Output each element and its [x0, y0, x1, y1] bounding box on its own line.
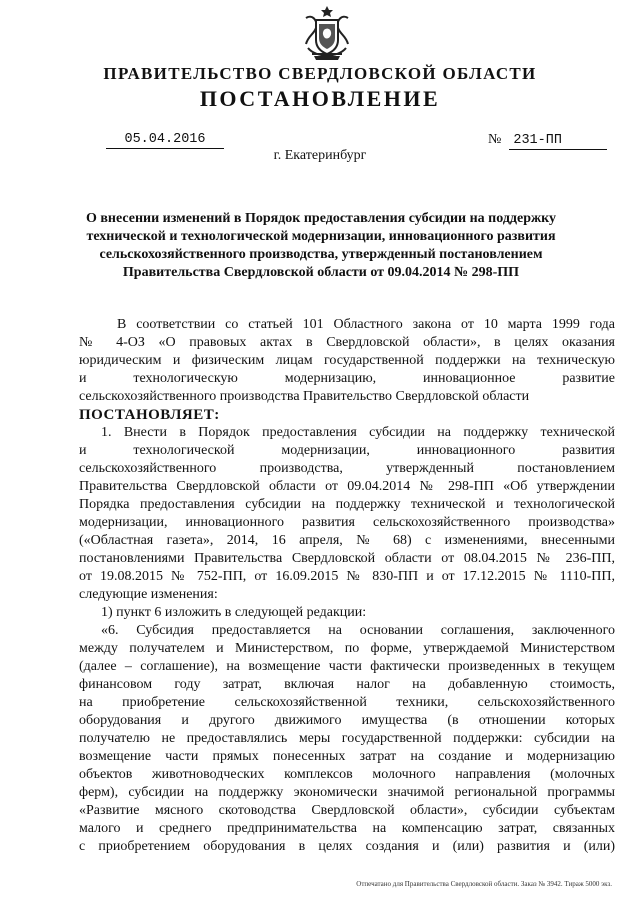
title-line: Правительства Свердловской области от 09.04.2014 № 298-ПП	[122, 265, 520, 280]
body-line: Правительства Свердловской области от 09.04.2014 № 298-ПП «Об утверждении	[79, 479, 615, 494]
number-sign: №	[488, 132, 502, 147]
document-type: ПОСТАНОВЛЕНИЕ	[199, 86, 441, 111]
body-line: № 4-ОЗ «О правовых актах в Свердловской области», в целях оказания	[79, 335, 615, 350]
body-line: на приобретение сельскохозяйственной техники, сельскохозяйственного	[79, 695, 615, 710]
body-line: Порядка предоставления субсидии на поддержку технической и технологической	[79, 497, 615, 512]
body-line: 1) пункт 6 изложить в следующей редакции:	[101, 605, 367, 620]
body-line: объектов животноводческих комплексов молочного направления (молочных	[79, 767, 615, 782]
document-body	[79, 316, 615, 856]
title-line: О внесении изменений в Порядок предоставления субсидии на поддержку	[85, 211, 556, 226]
body-line: с приобретением оборудования в целях создания и (или) развития и (или)	[79, 839, 615, 854]
body-line: постановлениями Правительства Свердловской области от 08.04.2015 № 236-ПП,	[79, 551, 615, 566]
body-line: («Областная газета», 2014, 16 апреля, № 68) с изменениями, внесенными	[79, 533, 615, 548]
body-line: и технологическую модернизацию, инновационное развитие	[79, 371, 615, 386]
body-line: возмещение части прямых понесенных затрат на создание и модернизацию	[79, 749, 615, 764]
body-line: финансовом году затрат, включая налог на добавленную стоимость,	[79, 677, 615, 692]
document-number: 231-ПП	[509, 133, 607, 150]
body-line: В соответствии со статьей 101 Областного закона от 10 марта 1999 года	[117, 317, 615, 332]
body-line: (далее – соглашение), на возмещение части фактически произведенных в текущем	[79, 659, 615, 674]
body-line: ферм), субсидии на поддержку экономически значимой региональной программы	[79, 785, 615, 800]
government-name: ПРАВИТЕЛЬСТВО СВЕРДЛОВСКОЙ ОБЛАСТИ	[103, 64, 537, 83]
print-footer: Отпечатано для Правительства Свердловской области. Заказ № 3942. Тираж 5000 экз.	[356, 880, 612, 888]
body-line: и технологической модернизации, инновационного развития	[79, 443, 615, 458]
document-title	[80, 210, 562, 282]
body-line: от 19.08.2015 № 752-ПП, от 16.09.2015 № 830-ПП и от 17.12.2015 № 1110-ПП,	[79, 569, 615, 584]
body-line: сельскохозяйственного производства, утвержденный постановлением	[79, 461, 615, 476]
body-line: между получателем и Министерством, по форме, утверждаемой Министерством	[79, 641, 615, 656]
body-line: 1. Внести в Порядок предоставления субсидии на поддержку технической	[101, 425, 615, 440]
document-number-field	[488, 130, 607, 150]
title-line: технической и технологической модернизации, инновационного развития	[86, 229, 556, 244]
body-line: «Развитие мясного скотоводства Свердловской области», субсидии субъектам	[79, 803, 615, 818]
decree-word: ПОСТАНОВЛЯЕТ:	[79, 407, 220, 423]
body-line: модернизации, инновационного развития сельскохозяйственного производства»	[79, 515, 615, 530]
body-line: сельскохозяйственного производства Правительство Свердловской области	[79, 389, 530, 404]
body-line: малого и среднего предпринимательства на компенсацию затрат, связанных	[79, 821, 615, 836]
body-line: получателю не предоставлялись меры государственной поддержки: субсидии на	[79, 731, 615, 746]
coat-of-arms-emblem	[302, 4, 352, 62]
body-line: юридическим и физическим лицам государственной поддержки на техническую	[79, 353, 615, 368]
document-date: 05.04.2016	[106, 132, 224, 149]
body-line: следующие изменения:	[79, 587, 218, 602]
body-line: оборудования и другого движимого имущества (в отношении которых	[79, 713, 615, 728]
document-city: г. Екатеринбург	[273, 148, 367, 163]
title-line: сельскохозяйственного производства, утвержденный постановлением	[99, 247, 543, 262]
body-line: «6. Субсидия предоставляется на основании соглашения, заключенного	[101, 623, 615, 638]
